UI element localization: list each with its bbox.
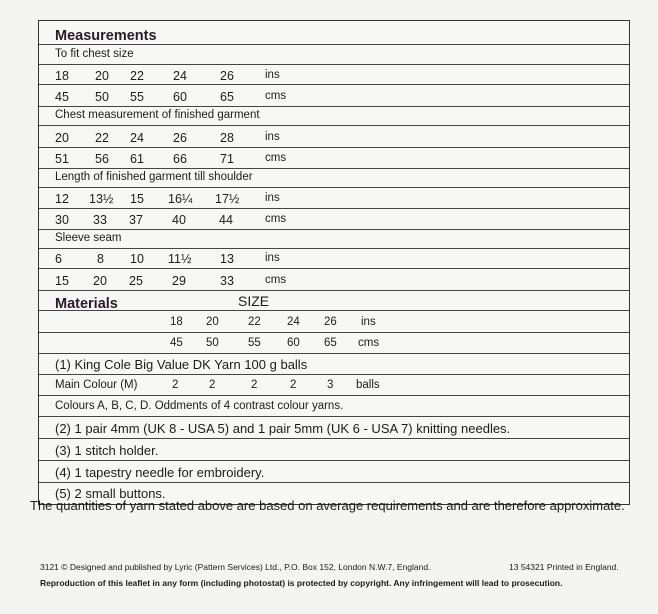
unit-label: cms xyxy=(265,274,287,286)
value-cell: 2 xyxy=(290,379,297,391)
value-cell: 13 xyxy=(220,252,234,266)
value-cell: 16¼ xyxy=(168,192,193,206)
value-cell: 25 xyxy=(129,274,143,288)
value-cell: 20 xyxy=(95,69,109,83)
finished-cms-row xyxy=(39,148,629,169)
reproduction-notice: Reproduction of this leaflet in any form (including photostat) is protected by copyright. Any infringement will lead to prosecution. xyxy=(40,578,563,588)
colours-row xyxy=(39,396,629,417)
value-cell: 2 xyxy=(209,379,216,391)
value-cell: 12 xyxy=(55,192,69,206)
value-cell: 22 xyxy=(248,316,261,328)
value-cell: 44 xyxy=(219,213,233,227)
colours-text: Colours A, B, C, D. Oddments of 4 contrast colour yarns. xyxy=(55,400,344,412)
value-cell: 26 xyxy=(173,131,187,145)
needles-row xyxy=(39,417,629,439)
length-label-row xyxy=(39,169,629,188)
value-cell: 15 xyxy=(130,192,144,206)
value-cell: 15 xyxy=(55,274,69,288)
sleeve-cms-row xyxy=(39,269,629,291)
buttons-text: (5) 2 small buttons. xyxy=(55,486,166,501)
materials-sizes-ins-row xyxy=(39,311,629,333)
value-cell: 66 xyxy=(173,152,187,166)
sleeve-label: Sleeve seam xyxy=(55,232,122,244)
value-cell: 50 xyxy=(206,337,219,349)
value-cell: 17½ xyxy=(215,192,240,206)
value-cell: 24 xyxy=(130,131,144,145)
value-cell: 45 xyxy=(55,90,69,104)
value-cell: 45 xyxy=(170,337,183,349)
value-cell: 24 xyxy=(287,316,300,328)
unit-label: ins xyxy=(265,252,280,264)
value-cell: 60 xyxy=(287,337,300,349)
unit-label: balls xyxy=(356,379,380,391)
unit-label: cms xyxy=(265,213,287,225)
value-cell: 20 xyxy=(206,316,219,328)
value-cell: 2 xyxy=(172,379,179,391)
value-cell: 18 xyxy=(55,69,69,83)
tapestry-text: (4) 1 tapestry needle for embroidery. xyxy=(55,465,265,480)
unit-label: ins xyxy=(265,69,280,81)
sleeve-ins-row xyxy=(39,249,629,269)
holder-row xyxy=(39,439,629,461)
value-cell: 30 xyxy=(55,213,69,227)
value-cell: 65 xyxy=(220,90,234,104)
value-cell: 28 xyxy=(220,131,234,145)
length-label: Length of finished garment till shoulder xyxy=(55,171,253,183)
value-cell: 65 xyxy=(324,337,337,349)
needles-text: (2) 1 pair 4mm (UK 8 - USA 5) and 1 pair 5mm (UK 6 - USA 7) knitting needles. xyxy=(55,421,511,436)
value-cell: 6 xyxy=(55,252,62,266)
finished-ins-row xyxy=(39,126,629,148)
value-cell: 33 xyxy=(93,213,107,227)
value-cell: 24 xyxy=(173,69,187,83)
main-colour-label: Main Colour (M) xyxy=(55,379,138,391)
holder-text: (3) 1 stitch holder. xyxy=(55,443,159,458)
measurements-header-row xyxy=(39,21,629,45)
unit-label: ins xyxy=(361,316,376,328)
copyright-line: 3121 © Designed and published by Lyric (Pattern Services) Ltd., P.O. Box 152, London N.W.7, England. xyxy=(40,562,431,572)
value-cell: 33 xyxy=(220,274,234,288)
length-cms-row xyxy=(39,209,629,230)
value-cell: 13½ xyxy=(89,192,114,206)
value-cell: 29 xyxy=(172,274,186,288)
value-cell: 51 xyxy=(55,152,69,166)
value-cell: 22 xyxy=(130,69,144,83)
chest-label-row xyxy=(39,45,629,65)
value-cell: 20 xyxy=(55,131,69,145)
measurements-materials-table xyxy=(38,20,630,505)
unit-label: ins xyxy=(265,192,280,204)
printed-line: 13 54321 Printed in England. xyxy=(509,562,619,572)
value-cell: 26 xyxy=(220,69,234,83)
unit-label: cms xyxy=(358,337,380,349)
value-cell: 10 xyxy=(130,252,144,266)
value-cell: 2 xyxy=(251,379,258,391)
value-cell: 22 xyxy=(95,131,109,145)
approximation-note: The quantities of yarn stated above are based on average requirements and are therefore approximate. xyxy=(30,498,625,513)
value-cell: 8 xyxy=(97,252,104,266)
value-cell: 40 xyxy=(172,213,186,227)
value-cell: 56 xyxy=(95,152,109,166)
value-cell: 11½ xyxy=(168,252,192,266)
materials-sizes-cms-row xyxy=(39,333,629,354)
value-cell: 55 xyxy=(130,90,144,104)
unit-label: cms xyxy=(265,152,287,164)
sleeve-label-row xyxy=(39,230,629,249)
finished-label: Chest measurement of finished garment xyxy=(55,109,260,121)
size-label: SIZE xyxy=(238,293,270,309)
value-cell: 37 xyxy=(129,213,143,227)
unit-label: ins xyxy=(265,131,280,143)
chest-ins-row xyxy=(39,65,629,85)
measurements-title: Measurements xyxy=(55,28,157,44)
yarn-row xyxy=(39,354,629,375)
main-colour-row xyxy=(39,375,629,396)
value-cell: 61 xyxy=(130,152,144,166)
tapestry-row xyxy=(39,461,629,483)
value-cell: 60 xyxy=(173,90,187,104)
length-ins-row xyxy=(39,188,629,209)
finished-label-row xyxy=(39,107,629,126)
value-cell: 71 xyxy=(220,152,234,166)
chest-label: To fit chest size xyxy=(55,48,134,60)
value-cell: 3 xyxy=(327,379,334,391)
value-cell: 18 xyxy=(170,316,183,328)
unit-label: cms xyxy=(265,90,287,102)
materials-header-row xyxy=(39,291,629,311)
value-cell: 55 xyxy=(248,337,261,349)
value-cell: 50 xyxy=(95,90,109,104)
yarn-text: (1) King Cole Big Value DK Yarn 100 g balls xyxy=(55,357,308,372)
value-cell: 26 xyxy=(324,316,337,328)
materials-title: Materials xyxy=(55,296,118,312)
value-cell: 20 xyxy=(93,274,107,288)
chest-cms-row xyxy=(39,85,629,107)
